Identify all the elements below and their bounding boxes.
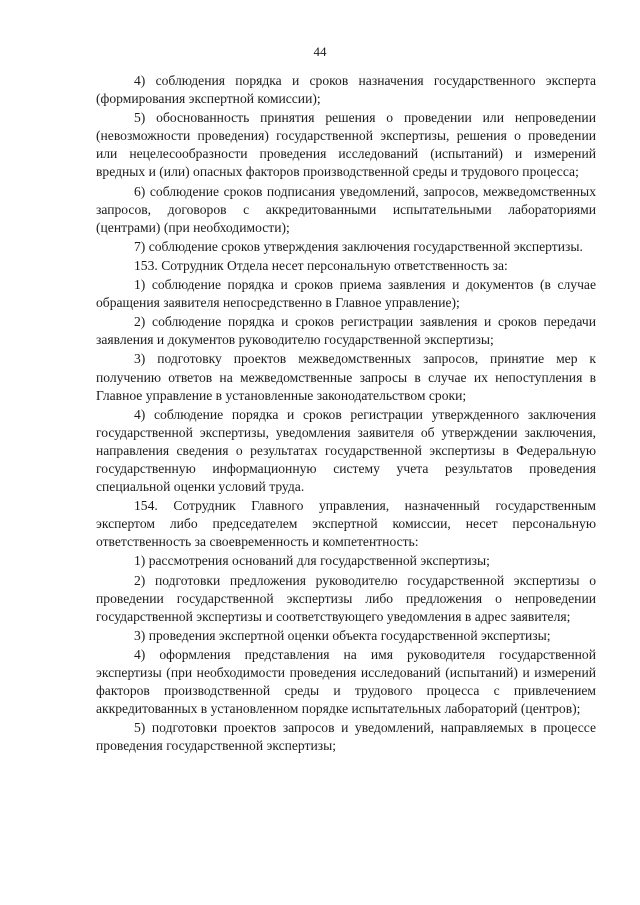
paragraph: 4) соблюдение порядка и сроков регистрации утвержденного заключения государственной экспертизы, уведомления заявителя об утверждении заключения, направления сведения о результатах государственной экспертизы в Федеральную государственную информационную систему учета результатов проведения специальной оценки условий труда.: [96, 406, 596, 495]
paragraph: 1) соблюдение порядка и сроков приема заявления и документов (в случае обращения заявителя непосредственно в Главное управление);: [96, 277, 596, 311]
paragraph: 7) соблюдение сроков утверждения заключения государственной экспертизы.: [134, 238, 583, 254]
paragraph: 3) проведения экспертной оценки объекта государственной экспертизы;: [134, 627, 551, 643]
document-body: [96, 72, 596, 756]
section-153-heading: 153. Сотрудник Отдела несет персональную ответственность за:: [134, 257, 508, 273]
paragraph: 4) соблюдения порядка и сроков назначения государственного эксперта (формирования экспертной комиссии);: [96, 73, 596, 107]
paragraph: 2) подготовки предложения руководителю государственной экспертизы о проведении государственной экспертизы либо предложения о непроведении государственной экспертизы и соответствующего уведомления в адрес заявителя;: [96, 572, 596, 624]
paragraph: 4) оформления представления на имя руководителя государственной экспертизы (при необходимости проведения исследований (испытаний) и измерений факторов производственной среды и трудового процесса с привлечением аккредитованных в установленном порядке испытательных лабораторий (центров);: [96, 646, 596, 717]
paragraph: 1) рассмотрения оснований для государственной экспертизы;: [134, 553, 490, 569]
paragraph: 6) соблюдение сроков подписания уведомлений, запросов, межведомственных запросов, договоров с аккредитованными испытательными лабораториями (центрами) (при необходимости);: [96, 183, 596, 235]
paragraph: 2) соблюдение порядка и сроков регистрации заявления и сроков передачи заявления и документов руководителю государственной экспертизы;: [96, 314, 596, 348]
section-154-heading: 154. Сотрудник Главного управления, назначенный государственным экспертом либо председателем экспертной комиссии, несет персональную ответственность за своевременность и компетентность:: [96, 498, 596, 550]
page-number: 44: [313, 44, 327, 59]
paragraph: 3) подготовку проектов межведомственных запросов, принятие мер к получению ответов на межведомственные запросы в случае их непоступления в Главное управление в установленные законодательством сроки;: [96, 351, 596, 403]
paragraph: 5) обоснованность принятия решения о проведении или непроведении (невозможности проведения) государственной экспертизы, решения о проведении или нецелесообразности проведения исследований (испытаний) и измерений вредных и (или) опасных факторов производственной среды и трудового процесса;: [96, 110, 596, 180]
paragraph: 5) подготовки проектов запросов и уведомлений, направляемых в процессе проведения государственной экспертизы;: [96, 720, 596, 754]
